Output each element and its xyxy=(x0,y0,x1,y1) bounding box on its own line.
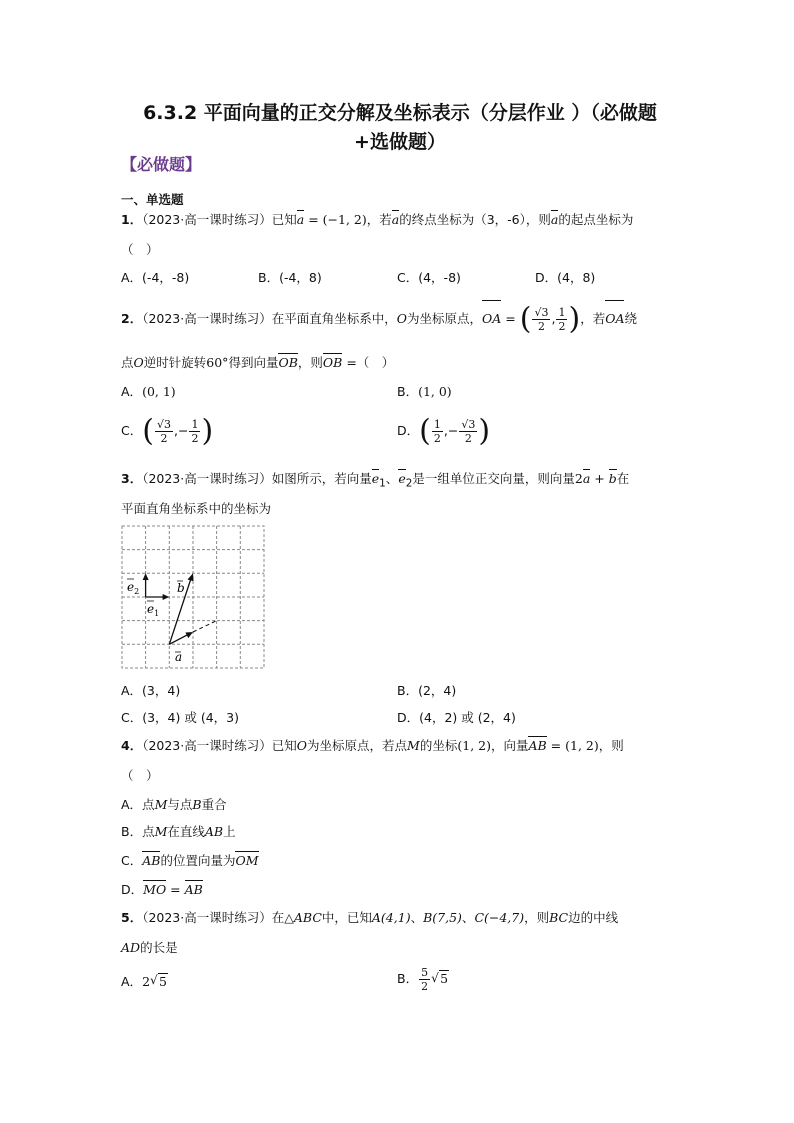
q3-option-b[interactable]: B．(2，4) xyxy=(397,683,457,698)
q1-option-b[interactable]: B．(-4，8) xyxy=(258,270,322,285)
q1-option-c[interactable]: C．(4，-8) xyxy=(397,270,461,285)
q3-option-c[interactable]: C．(3，4) 或 (4，3) xyxy=(121,710,239,725)
q4-blank: （ ） xyxy=(121,768,159,783)
q3-option-d[interactable]: D．(4，2) 或 (2，4) xyxy=(397,710,516,725)
q2-stem: 2．（2023·高一课时练习）在平面直角坐标系中，O为坐标原点，OA = ( $\frac{√3}{2}$ , $\frac{1}{2}$ )，若OA绕 xyxy=(121,301,637,337)
q4-stem: 4．（2023·高一课时练习）已知O为坐标原点，若点M的坐标(1, 2)，向量AB = (1, 2)，则 xyxy=(121,738,624,753)
q2-option-d[interactable]: D．( $\frac{1}{2}$ ,− $\frac{√3}{2}$ ) xyxy=(397,413,491,449)
q4-option-c[interactable]: C．AB的位置向量为OM xyxy=(121,853,259,868)
q1-blank: （ ） xyxy=(121,242,159,257)
q2-option-c[interactable]: C．( $\frac{√3}{2}$ ,− $\frac{1}{2}$ ) xyxy=(121,413,214,449)
part-heading: 一、单选题 xyxy=(121,192,184,207)
q5-option-b[interactable]: B． $\frac{5}{2}$ √ 5 xyxy=(397,964,449,994)
q2-option-b[interactable]: B．(1, 0) xyxy=(397,384,452,399)
title-line-1: 6.3.2 平面向量的正交分解及坐标表示（分层作业 ）（必做题 xyxy=(143,102,657,124)
fig-label-e1: $e_1$ xyxy=(147,602,160,618)
q3-figure xyxy=(121,525,266,670)
q4-option-d[interactable]: D．MO = AB xyxy=(121,882,203,897)
q5-option-a[interactable]: A．2√ 5 xyxy=(121,972,168,990)
q5-stem: 5．（2023·高一课时练习）在△ABC中，已知A(4,1)、B(7,5)、C(−4,7)，则BC边的中线 xyxy=(121,910,619,925)
q2-stem-line2: 点O逆时针旋转60°得到向量OB，则OB =（ ） xyxy=(121,355,395,370)
q4-option-a[interactable]: A．点M与点B重合 xyxy=(121,797,227,812)
fig-label-a: a xyxy=(175,650,183,664)
q1-stem: 1．（2023·高一课时练习）已知a = (−1, 2)，若a的终点坐标为（3，-6），则a的起点坐标为 xyxy=(121,212,634,227)
q5-stem-line2: AD的长是 xyxy=(121,940,178,955)
q3-stem: 3．（2023·高一课时练习）如图所示，若向量$e_1$、$e_2$是一组单位正交向量，则向量2a + b在 xyxy=(121,471,630,490)
fig-label-e2: $e_2$ xyxy=(127,580,140,596)
q3-stem-line2: 平面直角坐标系中的坐标为 xyxy=(121,501,272,516)
section-required: 【必做题】 xyxy=(121,155,202,174)
q4-option-b[interactable]: B．点M在直线AB上 xyxy=(121,824,236,839)
fig-label-b: b xyxy=(177,581,185,595)
q3-option-a[interactable]: A．(3，4) xyxy=(121,683,181,698)
title-line-2: +选做题） xyxy=(354,131,446,153)
q1-option-d[interactable]: D．(4，8) xyxy=(535,270,596,285)
q1-option-a[interactable]: A．(-4，-8) xyxy=(121,270,190,285)
q2-option-a[interactable]: A．(0, 1) xyxy=(121,384,176,399)
